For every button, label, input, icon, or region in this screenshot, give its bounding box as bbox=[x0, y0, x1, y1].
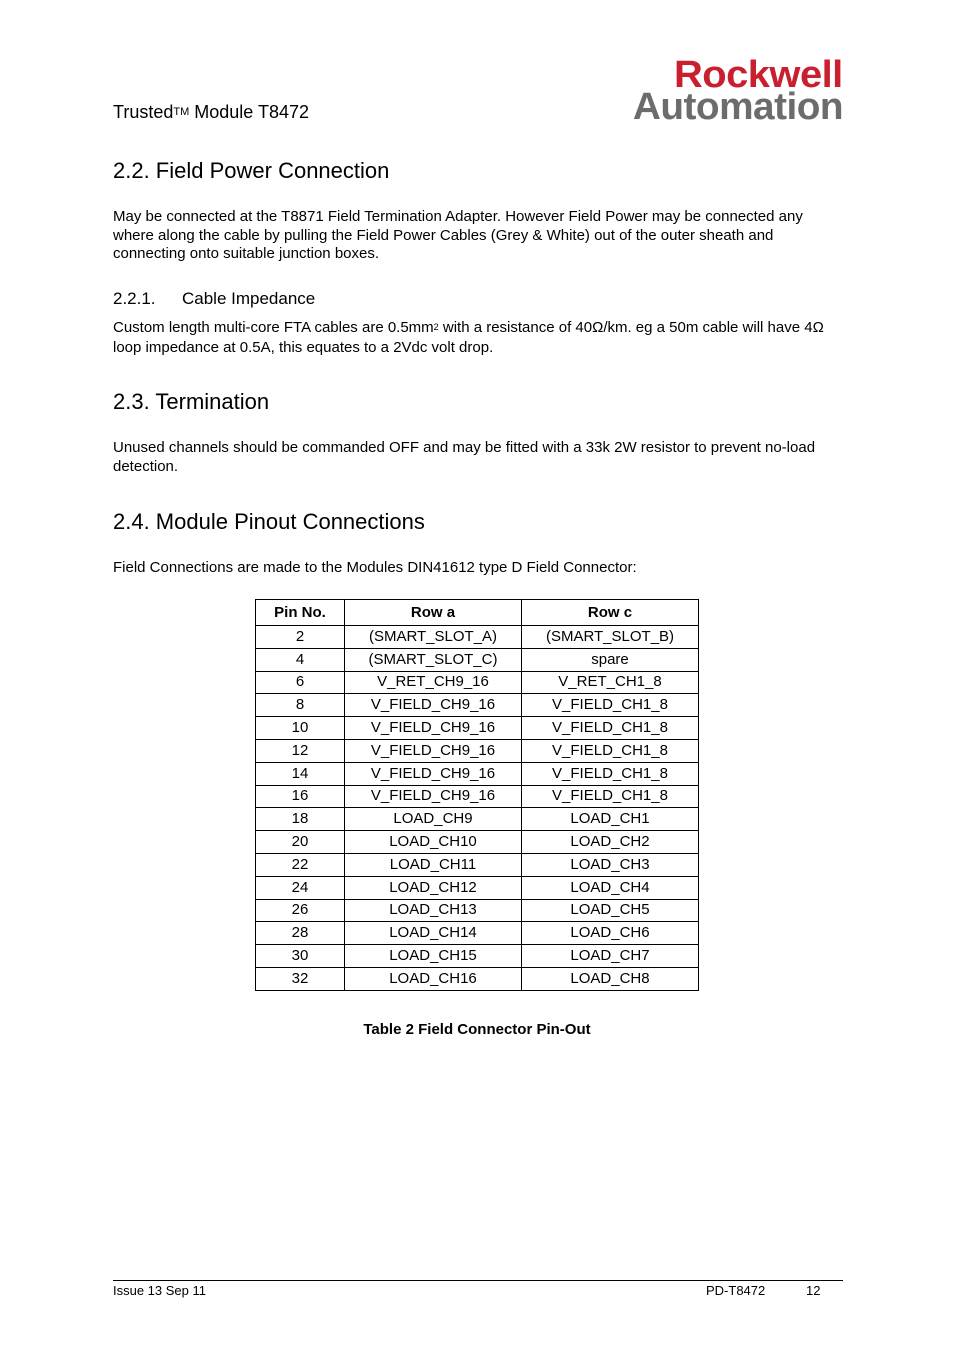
pin-number-cell: 10 bbox=[256, 717, 345, 740]
pin-number-cell: 6 bbox=[256, 671, 345, 694]
row-a-cell: V_FIELD_CH9_16 bbox=[345, 739, 522, 762]
footer-divider bbox=[113, 1280, 843, 1281]
table-row bbox=[256, 899, 699, 922]
table-row bbox=[256, 831, 699, 854]
title-suffix: Module T8472 bbox=[189, 102, 310, 122]
pin-number-cell: 24 bbox=[256, 876, 345, 899]
row-c-cell: LOAD_CH2 bbox=[522, 831, 699, 854]
paragraph-termination: Unused channels should be commanded OFF and may be fitted with a 33k 2W resistor to prevent no-load detection. bbox=[113, 439, 816, 475]
pin-number-cell: 16 bbox=[256, 785, 345, 808]
row-c-cell: V_FIELD_CH1_8 bbox=[522, 762, 699, 785]
row-a-cell: V_FIELD_CH9_16 bbox=[345, 762, 522, 785]
paragraph-field-power: May be connected at the T8871 Field Termination Adapter. However Field Power may be connected any where along the cable by pulling the Field Power Cables (Grey & White) out of the outer sheath and connecting onto suitable junction boxes. bbox=[113, 208, 803, 262]
row-a-cell: V_FIELD_CH9_16 bbox=[345, 694, 522, 717]
table-row bbox=[256, 853, 699, 876]
logo-line-automation: Automation bbox=[632, 86, 843, 128]
row-a-cell: LOAD_CH9 bbox=[345, 808, 522, 831]
pin-number-cell: 12 bbox=[256, 739, 345, 762]
table-header-row bbox=[256, 600, 699, 626]
heading-termination: 2.3. Termination bbox=[113, 389, 270, 414]
table-row bbox=[256, 717, 699, 740]
pin-number-cell: 8 bbox=[256, 694, 345, 717]
row-c-cell: LOAD_CH4 bbox=[522, 876, 699, 899]
row-c-cell: LOAD_CH5 bbox=[522, 899, 699, 922]
row-a-cell: (SMART_SLOT_C) bbox=[345, 648, 522, 671]
table-row bbox=[256, 694, 699, 717]
row-c-cell: V_FIELD_CH1_8 bbox=[522, 717, 699, 740]
column-header-row-c: Row c bbox=[522, 600, 699, 626]
footer-issue: Issue 13 Sep 11 bbox=[113, 1283, 206, 1298]
row-c-cell: (SMART_SLOT_B) bbox=[522, 626, 699, 649]
table-row bbox=[256, 945, 699, 968]
row-c-cell: V_RET_CH1_8 bbox=[522, 671, 699, 694]
row-c-cell: spare bbox=[522, 648, 699, 671]
row-a-cell: LOAD_CH14 bbox=[345, 922, 522, 945]
heading-cable-impedance-number: 2.2.1. bbox=[113, 289, 156, 308]
document-title bbox=[113, 100, 309, 127]
paragraph-cable-impedance bbox=[113, 319, 838, 357]
row-a-cell: LOAD_CH11 bbox=[345, 853, 522, 876]
pin-number-cell: 2 bbox=[256, 626, 345, 649]
column-header-pin-no: Pin No. bbox=[256, 600, 345, 626]
table-row bbox=[256, 671, 699, 694]
row-a-cell: LOAD_CH12 bbox=[345, 876, 522, 899]
table-caption: Table 2 Field Connector Pin-Out bbox=[363, 1021, 591, 1038]
pin-number-cell: 32 bbox=[256, 967, 345, 990]
footer-page-number: 12 bbox=[806, 1283, 821, 1298]
heading-cable-impedance-text: Cable Impedance bbox=[182, 289, 316, 308]
title-prefix: Trusted bbox=[113, 102, 174, 122]
row-c-cell: LOAD_CH8 bbox=[522, 967, 699, 990]
footer-document-id: PD-T8472 bbox=[706, 1283, 766, 1298]
pin-number-cell: 22 bbox=[256, 853, 345, 876]
heading-module-pinout: 2.4. Module Pinout Connections bbox=[113, 509, 425, 534]
trademark-mark: TM bbox=[173, 106, 190, 118]
row-a-cell: V_RET_CH9_16 bbox=[345, 671, 522, 694]
table-row bbox=[256, 626, 699, 649]
paragraph-pinout: Field Connections are made to the Modules DIN41612 type D Field Connector: bbox=[113, 559, 637, 576]
table-row bbox=[256, 762, 699, 785]
row-a-cell: V_FIELD_CH9_16 bbox=[345, 717, 522, 740]
pin-number-cell: 14 bbox=[256, 762, 345, 785]
pin-number-cell: 18 bbox=[256, 808, 345, 831]
row-c-cell: V_FIELD_CH1_8 bbox=[522, 785, 699, 808]
column-header-row-a: Row a bbox=[345, 600, 522, 626]
cable-impedance-text-before: Custom length multi-core FTA cables are 0.5mm bbox=[113, 319, 434, 336]
row-a-cell: LOAD_CH13 bbox=[345, 899, 522, 922]
row-c-cell: V_FIELD_CH1_8 bbox=[522, 694, 699, 717]
table-row bbox=[256, 876, 699, 899]
row-a-cell: LOAD_CH15 bbox=[345, 945, 522, 968]
table-row bbox=[256, 785, 699, 808]
pin-number-cell: 4 bbox=[256, 648, 345, 671]
pin-number-cell: 26 bbox=[256, 899, 345, 922]
row-c-cell: LOAD_CH7 bbox=[522, 945, 699, 968]
pin-number-cell: 20 bbox=[256, 831, 345, 854]
superscript-squared: 2 bbox=[433, 322, 439, 332]
heading-cable-impedance bbox=[113, 288, 315, 310]
row-c-cell: LOAD_CH3 bbox=[522, 853, 699, 876]
row-a-cell: LOAD_CH16 bbox=[345, 967, 522, 990]
heading-field-power-connection: 2.2. Field Power Connection bbox=[113, 158, 390, 183]
table-row bbox=[256, 967, 699, 990]
table-row bbox=[256, 739, 699, 762]
row-c-cell: LOAD_CH6 bbox=[522, 922, 699, 945]
row-c-cell: LOAD_CH1 bbox=[522, 808, 699, 831]
table-row bbox=[256, 808, 699, 831]
cable-impedance-text-after: with a resistance of 40Ω/km. eg a 50m cable will have 4Ω loop impedance at 0.5A, this equates to a 2Vdc volt drop. bbox=[113, 319, 824, 356]
pin-number-cell: 30 bbox=[256, 945, 345, 968]
row-c-cell: V_FIELD_CH1_8 bbox=[522, 739, 699, 762]
table-row bbox=[256, 922, 699, 945]
table-row bbox=[256, 648, 699, 671]
row-a-cell: (SMART_SLOT_A) bbox=[345, 626, 522, 649]
row-a-cell: V_FIELD_CH9_16 bbox=[345, 785, 522, 808]
logo-line-rockwell: Rockwell bbox=[674, 54, 843, 96]
row-a-cell: LOAD_CH10 bbox=[345, 831, 522, 854]
rockwell-automation-logo bbox=[586, 56, 846, 126]
pin-number-cell: 28 bbox=[256, 922, 345, 945]
pinout-table bbox=[255, 599, 699, 991]
